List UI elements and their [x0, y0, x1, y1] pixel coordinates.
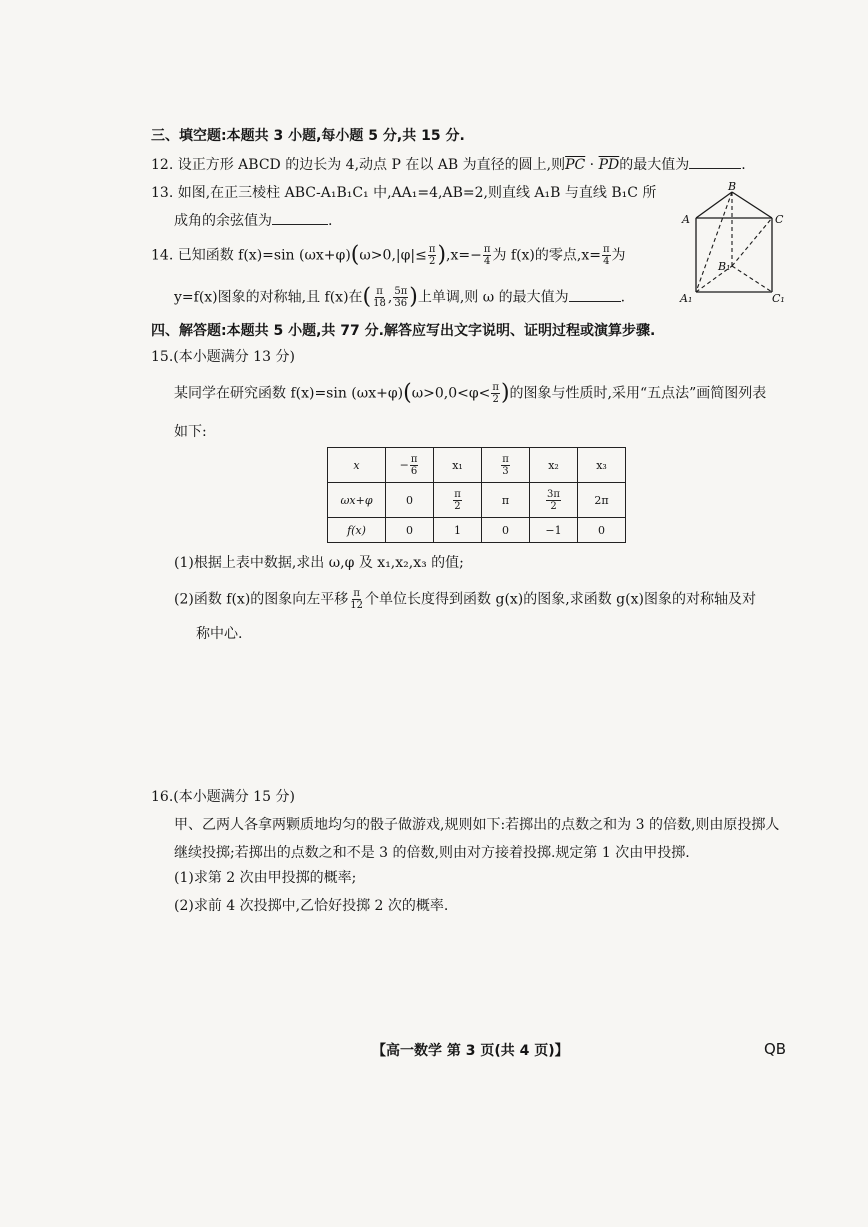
label-a: A	[682, 213, 690, 226]
q13-text: 成角的余弦值为	[174, 213, 272, 229]
table-row	[328, 483, 626, 518]
cell-x1: x₁	[434, 448, 482, 483]
frac-pi-over-2: $\frac{\pi}{2}$	[428, 244, 436, 267]
q14-line2-a: y=f(x)图象的对称轴,且 f(x)在	[174, 289, 363, 306]
table-row	[328, 448, 626, 483]
answer-blank-13	[272, 210, 328, 225]
q15-part2	[174, 588, 756, 611]
cell-3pi-2: $\frac{3\pi}{2}$	[530, 483, 578, 518]
q15-part2-b: 个单位长度得到函数 g(x)的图象,求函数 g(x)图象的对称轴及对	[365, 591, 756, 608]
cell-x2: x₂	[530, 448, 578, 483]
cell-f-2: 0	[482, 518, 530, 543]
frac-pi-over-18: $\frac{\pi}{18}$	[373, 286, 386, 309]
q15-intro-a: 某同学在研究函数 f(x)=sin (ωx+φ)	[174, 385, 404, 402]
frac-pi-over-2-q15: $\frac{\pi}{2}$	[492, 382, 499, 405]
row-label-x: x	[328, 448, 386, 483]
triangular-prism-figure	[676, 180, 786, 310]
q16-title: 16.(本小题满分 15 分)	[151, 789, 295, 805]
q15-intro-cond: ω>0,0<φ<	[411, 385, 491, 402]
q14-line2-b: 上单调,则 ω 的最大值为	[417, 289, 569, 306]
q15-intro-c: 如下:	[174, 424, 207, 440]
cell-2pi: 2π	[578, 483, 626, 518]
label-c: C	[775, 213, 784, 226]
q14-text-a: 14. 已知函数 f(x)=sin (ωx+φ)	[151, 247, 351, 264]
row-label-arg: ωx+φ	[328, 483, 386, 518]
frac-5pi-over-36: $\frac{5\pi}{36}$	[394, 286, 408, 309]
cell-f-3: −1	[530, 518, 578, 543]
q15-part2-a: (2)函数 f(x)的图象向左平移	[174, 591, 349, 608]
cell-pi-3: $\frac{\pi}{3}$	[482, 448, 530, 483]
table-row	[328, 518, 626, 543]
answer-blank-14	[569, 287, 621, 302]
question-13-line2: 成角的余弦值为 .	[174, 210, 332, 231]
q12-text-a: 12. 设正方形 ABCD 的边长为 4,动点 P 在以 AB 为直径的圆上,则	[151, 157, 566, 173]
q15-intro: 某同学在研究函数 f(x)=sin (ωx+φ)(ω>0,0<φ< $\frac{\pi}{2}$ )的图象与性质时,采用“五点法”画简图列表	[174, 380, 767, 406]
cell-x3: x₃	[578, 448, 626, 483]
question-12: 12. 设正方形 ABCD 的边长为 4,动点 P 在以 AB 为直径的圆上,则$\overline{PC} \cdot \overline{PD}$的最大值为 .	[151, 154, 746, 175]
cell-f-0: 0	[386, 518, 434, 543]
row-label-f: f(x)	[328, 518, 386, 543]
label-b: B	[728, 180, 737, 193]
answer-blank-12	[689, 154, 741, 169]
cell-pi-2: $\frac{\pi}{2}$	[434, 483, 482, 518]
q14-text-d: 为	[611, 247, 626, 264]
five-point-table	[327, 447, 626, 543]
frac-pi-over-4-b: $\frac{\pi}{4}$	[602, 244, 610, 267]
cell-arg-0: 0	[386, 483, 434, 518]
vector-pd: $\overline{PD}$	[598, 157, 620, 173]
q15-intro-b: 的图象与性质时,采用“五点法”画简图列表	[509, 385, 767, 402]
cell-neg-pi-6: − $\frac{\pi}{6}$	[386, 448, 434, 483]
label-b1: B₁	[718, 260, 731, 273]
label-c1: C₁	[772, 292, 785, 305]
cell-f-1: 1	[434, 518, 482, 543]
paper-code: QB	[764, 1040, 787, 1058]
q16-part1: (1)求第 2 次由甲投掷的概率;	[174, 870, 357, 886]
page-footer: 【高一数学 第 3 页(共 4 页)】	[372, 1043, 569, 1059]
question-13-line1: 13. 如图,在正三棱柱 ABC-A₁B₁C₁ 中,AA₁=4,AB=2,则直线 A₁B 与直线 B₁C 所	[151, 185, 657, 201]
q16-part2: (2)求前 4 次投掷中,乙恰好投掷 2 次的概率.	[174, 898, 449, 914]
q14-text-c: 为 f(x)的零点,x=	[492, 247, 601, 264]
cell-pi: π	[482, 483, 530, 518]
frac-pi-over-12: $\frac{\pi}{12}$	[350, 588, 364, 611]
section3-heading: 三、填空题:本题共 3 小题,每小题 5 分,共 15 分.	[151, 128, 465, 144]
vector-pc: $\overline{PC}$	[565, 157, 586, 173]
question-14-line1: 14. 已知函数 f(x)=sin (ωx+φ)(ω>0,|φ|≤ $\frac{\pi}{2}$ ),x=− $\frac{\pi}{4}$ 为 f(x)的零点,x= $\frac{\pi}{4}$ 为	[151, 242, 626, 268]
q15-part2-c: 称中心.	[196, 626, 243, 642]
q16-line1: 甲、乙两人各拿两颗质地均匀的骰子做游戏,规则如下:若掷出的点数之和为 3 的倍数,则由原投掷人	[174, 817, 780, 833]
q15-title: 15.(本小题满分 13 分)	[151, 349, 295, 365]
label-a1: A₁	[680, 292, 693, 305]
q14-text-b: ,x=−	[446, 247, 482, 264]
dot-operator: ·	[585, 157, 599, 173]
question-14-line2: y=f(x)图象的对称轴,且 f(x)在( $\frac{\pi}{18}$ , $\frac{5\pi}{36}$ )上单调,则 ω 的最大值为 .	[174, 284, 626, 310]
cell-f-4: 0	[578, 518, 626, 543]
q15-part1: (1)根据上表中数据,求出 ω,φ 及 x₁,x₂,x₃ 的值;	[174, 555, 464, 571]
q14-cond: ω>0,|φ|≤	[359, 247, 427, 264]
frac-pi-over-4-a: $\frac{\pi}{4}$	[483, 244, 491, 267]
q12-text-b: 的最大值为	[619, 157, 690, 173]
q16-line2: 继续投掷;若掷出的点数之和不是 3 的倍数,则由对方接着投掷.规定第 1 次由甲投掷.	[174, 845, 690, 861]
section4-heading: 四、解答题:本题共 5 小题,共 77 分.解答应写出文字说明、证明过程或演算步骤.	[151, 323, 656, 339]
